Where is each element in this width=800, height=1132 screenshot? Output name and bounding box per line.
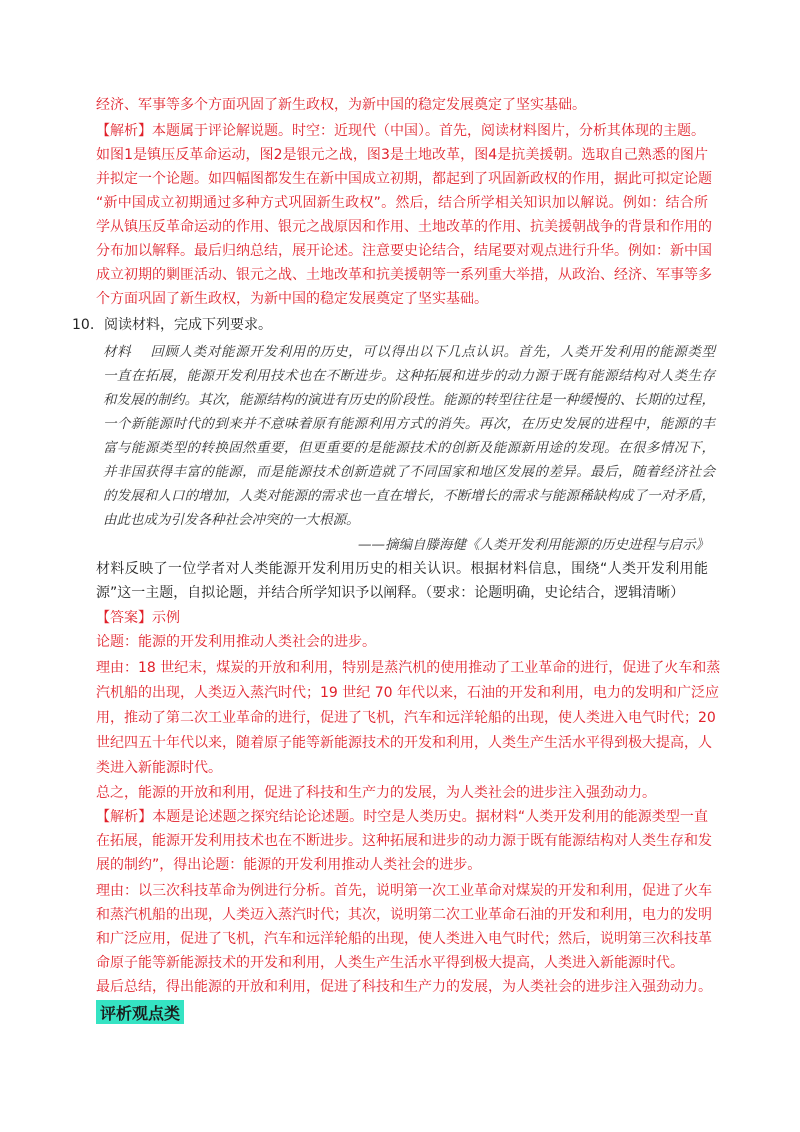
analysis-line: 学从镇压反革命运动的作用、银元之战原因和作用、土地改革的作用、抗美援朝战争的背景和作用的	[96, 219, 712, 235]
analysis-line: 理由：以三次科技革命为例进行分析。首先，说明第一次工业革命对煤炭的开发和利用，促进了火车	[96, 883, 712, 899]
analysis-line: 展的制约”，得出论题：能源的开发利用推动人类社会的进步。	[96, 857, 482, 873]
answer-continuation-line: 经济、军事等多个方面巩固了新生政权，为新中国的稳定发展奠定了坚实基础。	[96, 97, 586, 113]
analysis-line: 在拓展，能源开发利用技术也在不断进步。这种拓展和进步的动力源于既有能源结构对人类生存和发	[96, 833, 712, 849]
answer-summary: 总之，能源的开放和利用，促进了科技和生产力的发展，为人类社会的进步注入强劲动力。	[96, 785, 656, 801]
answer-line: 理由：18 世纪末，煤炭的开放和利用，特别是蒸汽机的使用推动了工业革命的进行，促进了火车和蒸	[96, 660, 721, 676]
analysis-line: 如图1是镇压反革命运动，图2是银元之战，图3是土地改革，图4是抗美援朝。选取自己熟悉的图片	[96, 147, 708, 163]
material-line: 的发展和人口的增加，人类对能源的需求也一直在增长，不断增长的需求与能源稀缺构成了一对矛盾，	[103, 488, 715, 504]
analysis-line: “新中国成立初期通过多种方式巩固新生政权”。然后，结合所学相关知识加以解说。例如：结合所	[96, 195, 708, 211]
analysis-line: 个方面巩固了新生政权，为新中国的稳定发展奠定了坚实基础。	[96, 291, 488, 307]
analysis-line: 和蒸汽机船的出现，人类迈入蒸汽时代；其次，说明第二次工业革命石油的开发和利用，电力的发明	[96, 907, 712, 923]
material-source: ——摘编自滕海健《人类开发利用能源的历史进程与启示》	[358, 537, 709, 553]
analysis-line: 最后总结，得出能源的开放和利用，促进了科技和生产力的发展，为人类社会的进步注入强劲动力。	[96, 979, 712, 995]
answer-line: 类进入新能源时代。	[96, 760, 222, 776]
material-line: 材料 回顾人类对能源开发利用的历史，可以得出以下几点认识。首先，人类开发利用的能源类型	[103, 344, 715, 360]
answer-line: 世纪四五十年代以来，随着原子能等新能源技术的开发和利用，人类生产生活水平得到极大提高，人	[96, 735, 712, 751]
material-line: 和发展的制约。其次，能源结构的演进有历史的阶段性。能源的转型往往是一种缓慢的、长期的过程，	[103, 392, 715, 408]
material-line: 富与能源类型的转换固然重要，但更重要的是能源技术的创新及能源新用途的发现。在很多情况下，	[103, 440, 715, 456]
section-heading	[96, 1000, 184, 1024]
section-heading-text: 评析观点类	[100, 1003, 181, 1023]
analysis-line: 命原子能等新能源技术的开发和利用，人类生产生活水平得到极大提高，人类进入新能源时代。	[96, 955, 684, 971]
question-number: 10.	[72, 317, 95, 333]
analysis-line: 成立初期的剿匪活动、银元之战、土地改革和抗美援朝等一系列重大举措，从政治、经济、军事等多	[96, 267, 712, 283]
analysis-line: 【解析】本题是论述题之探究结论论述题。时空是人类历史。据材料“人类开发利用的能源类型一直	[96, 809, 708, 825]
answer-line: 用，推动了第二次工业革命的进行，促进了飞机，汽车和远洋轮船的出现，使人类进入电气时代；20	[96, 710, 716, 726]
material-line: 由此也成为引发各种社会冲突的一大根源。	[103, 512, 360, 528]
analysis-line: 分布加以解释。最后归纳总结，展开论述。注意要史论结合，结尾要对观点进行升华。例如：新中国	[96, 243, 712, 259]
question-prompt-line: 源”这一主题，自拟论题，并结合所学知识予以阐释。（要求：论题明确，史论结合，逻辑清晰）	[96, 585, 685, 601]
question-prompt-line: 材料反映了一位学者对人类能源开发利用历史的相关认识。根据材料信息，围绕“人类开发利用能	[96, 561, 708, 577]
analysis-line: 并拟定一个论题。如四幅图都发生在新中国成立初期，都起到了巩固新政权的作用，据此可拟定论题	[96, 171, 712, 187]
material-line: 一直在拓展，能源开发利用技术也在不断进步。这种拓展和进步的动力源于既有能源结构对人类生存	[103, 368, 715, 384]
question-instruction: 阅读材料，完成下列要求。	[104, 317, 272, 333]
analysis-line: 【解析】本题属于评论解说题。时空：近现代（中国）。首先，阅读材料图片，分析其体现的主题。	[96, 123, 705, 139]
answer-label: 【答案】示例	[96, 610, 180, 626]
answer-thesis: 论题：能源的开发利用推动人类社会的进步。	[96, 634, 376, 650]
material-line: 一个新能源时代的到来并不意味着原有能源利用方式的消失。再次，在历史发展的进程中，能源的丰	[103, 416, 715, 432]
answer-line: 汽机船的出现，人类迈入蒸汽时代；19 世纪 70 年代以来，石油的开发和利用，电力的发明和广泛应	[96, 685, 719, 701]
analysis-line: 和广泛应用，促进了飞机，汽车和远洋轮船的出现，使人类进入电气时代；然后，说明第三次科技革	[96, 931, 712, 947]
material-line: 并非国获得丰富的能源，而是能源技术创新造就了不同国家和地区发展的差异。最后，随着经济社会	[103, 464, 715, 480]
